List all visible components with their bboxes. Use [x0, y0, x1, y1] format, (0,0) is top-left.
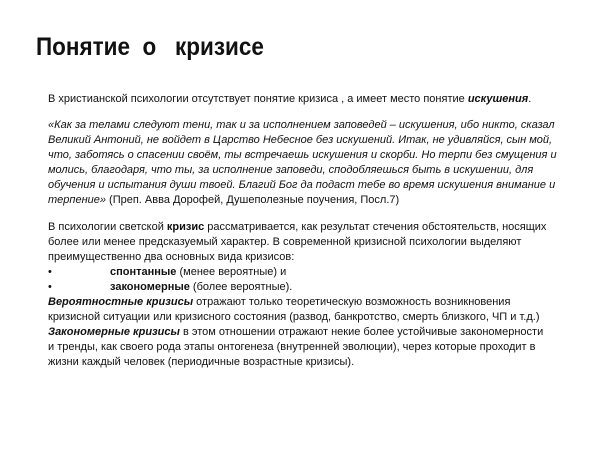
probabilistic-text: отражают только теоретическую возможность возникновения [193, 296, 511, 308]
regular-text: в этом отношении отражают некие более устойчивые закономерности [179, 326, 544, 338]
secular-line: более или менее предсказуемый характер. В современной кризисной психологии выделяют [48, 236, 522, 248]
quote-line: что, заботясь о спасении своём, ты встречаешь искушения и скорби. Но терпи без смущения и [48, 149, 557, 161]
crisis-term: кризис [166, 221, 205, 233]
regular-line: и тренды, как своего рода этапы онтогенеза (внутренней эволюции), через которые проходит в [48, 341, 536, 353]
spacer [48, 107, 588, 118]
secular-paragraph [48, 220, 588, 265]
bullet-term: закономерные [110, 281, 190, 293]
regular-line [48, 325, 588, 340]
probabilistic-line: кризисной ситуации или кризисного состояния (развод, банкротство, смерть близкого, ЧП и т.д.) [48, 311, 540, 323]
quote-last-line [48, 193, 588, 208]
spacer [48, 208, 588, 220]
intro-end: . [528, 93, 532, 105]
regular-line: жизни каждый человек (периодичные возрастные кризисы). [48, 356, 355, 368]
secular-text: рассматривается, как результат стечения обстоятельств, носящих [204, 221, 547, 233]
secular-line [48, 220, 588, 235]
quote-line: Великий Антоний, не войдет в Царство Небесное без искушений. Итак, не удивляйся, сын мой, [48, 134, 553, 146]
bullet-term: спонтанные [110, 266, 177, 278]
bullet-item [48, 280, 588, 295]
page-title: Понятие о кризисе [36, 33, 264, 61]
bullet-marker: • [48, 281, 52, 293]
secular-line: преимущественно два основных вида кризисов: [48, 251, 295, 263]
intro-text: В христианской психологии отсутствует понятие кризиса , а имеет место понятие [48, 93, 468, 105]
bullet-note: (менее вероятные) и [176, 266, 287, 278]
quote-source: (Преп. Авва Дорофей, Душеполезные поучения, Посл.7) [105, 194, 400, 206]
slide-body [48, 92, 588, 370]
probabilistic-line [48, 295, 588, 310]
probabilistic-term: Вероятностные кризисы [48, 296, 194, 308]
quote-line: терпение» [48, 194, 106, 206]
regular-paragraph [48, 325, 588, 370]
bullet-marker: • [48, 266, 52, 278]
regular-term: Закономерные кризисы [48, 326, 180, 338]
secular-text: В психологии светской [48, 221, 167, 233]
quote-line: «Как за телами следуют тени, так и за исполнением заповедей – искушения, ибо никто, сказал [48, 119, 555, 131]
intro-paragraph [48, 92, 588, 107]
intro-term: искушения [467, 93, 529, 105]
quote-paragraph [48, 118, 588, 208]
bullet-item [48, 265, 588, 280]
probabilistic-paragraph [48, 295, 588, 325]
bullet-note: (более вероятные). [189, 281, 293, 293]
quote-line: молись, благодаря, что ты, за исполнение заповеди, сподобляешься быть в искушении, для [48, 164, 534, 176]
quote-line: обучения и испытания души твоей. Благий Бог да подаст тебе во время искушения внимание и [48, 179, 556, 191]
